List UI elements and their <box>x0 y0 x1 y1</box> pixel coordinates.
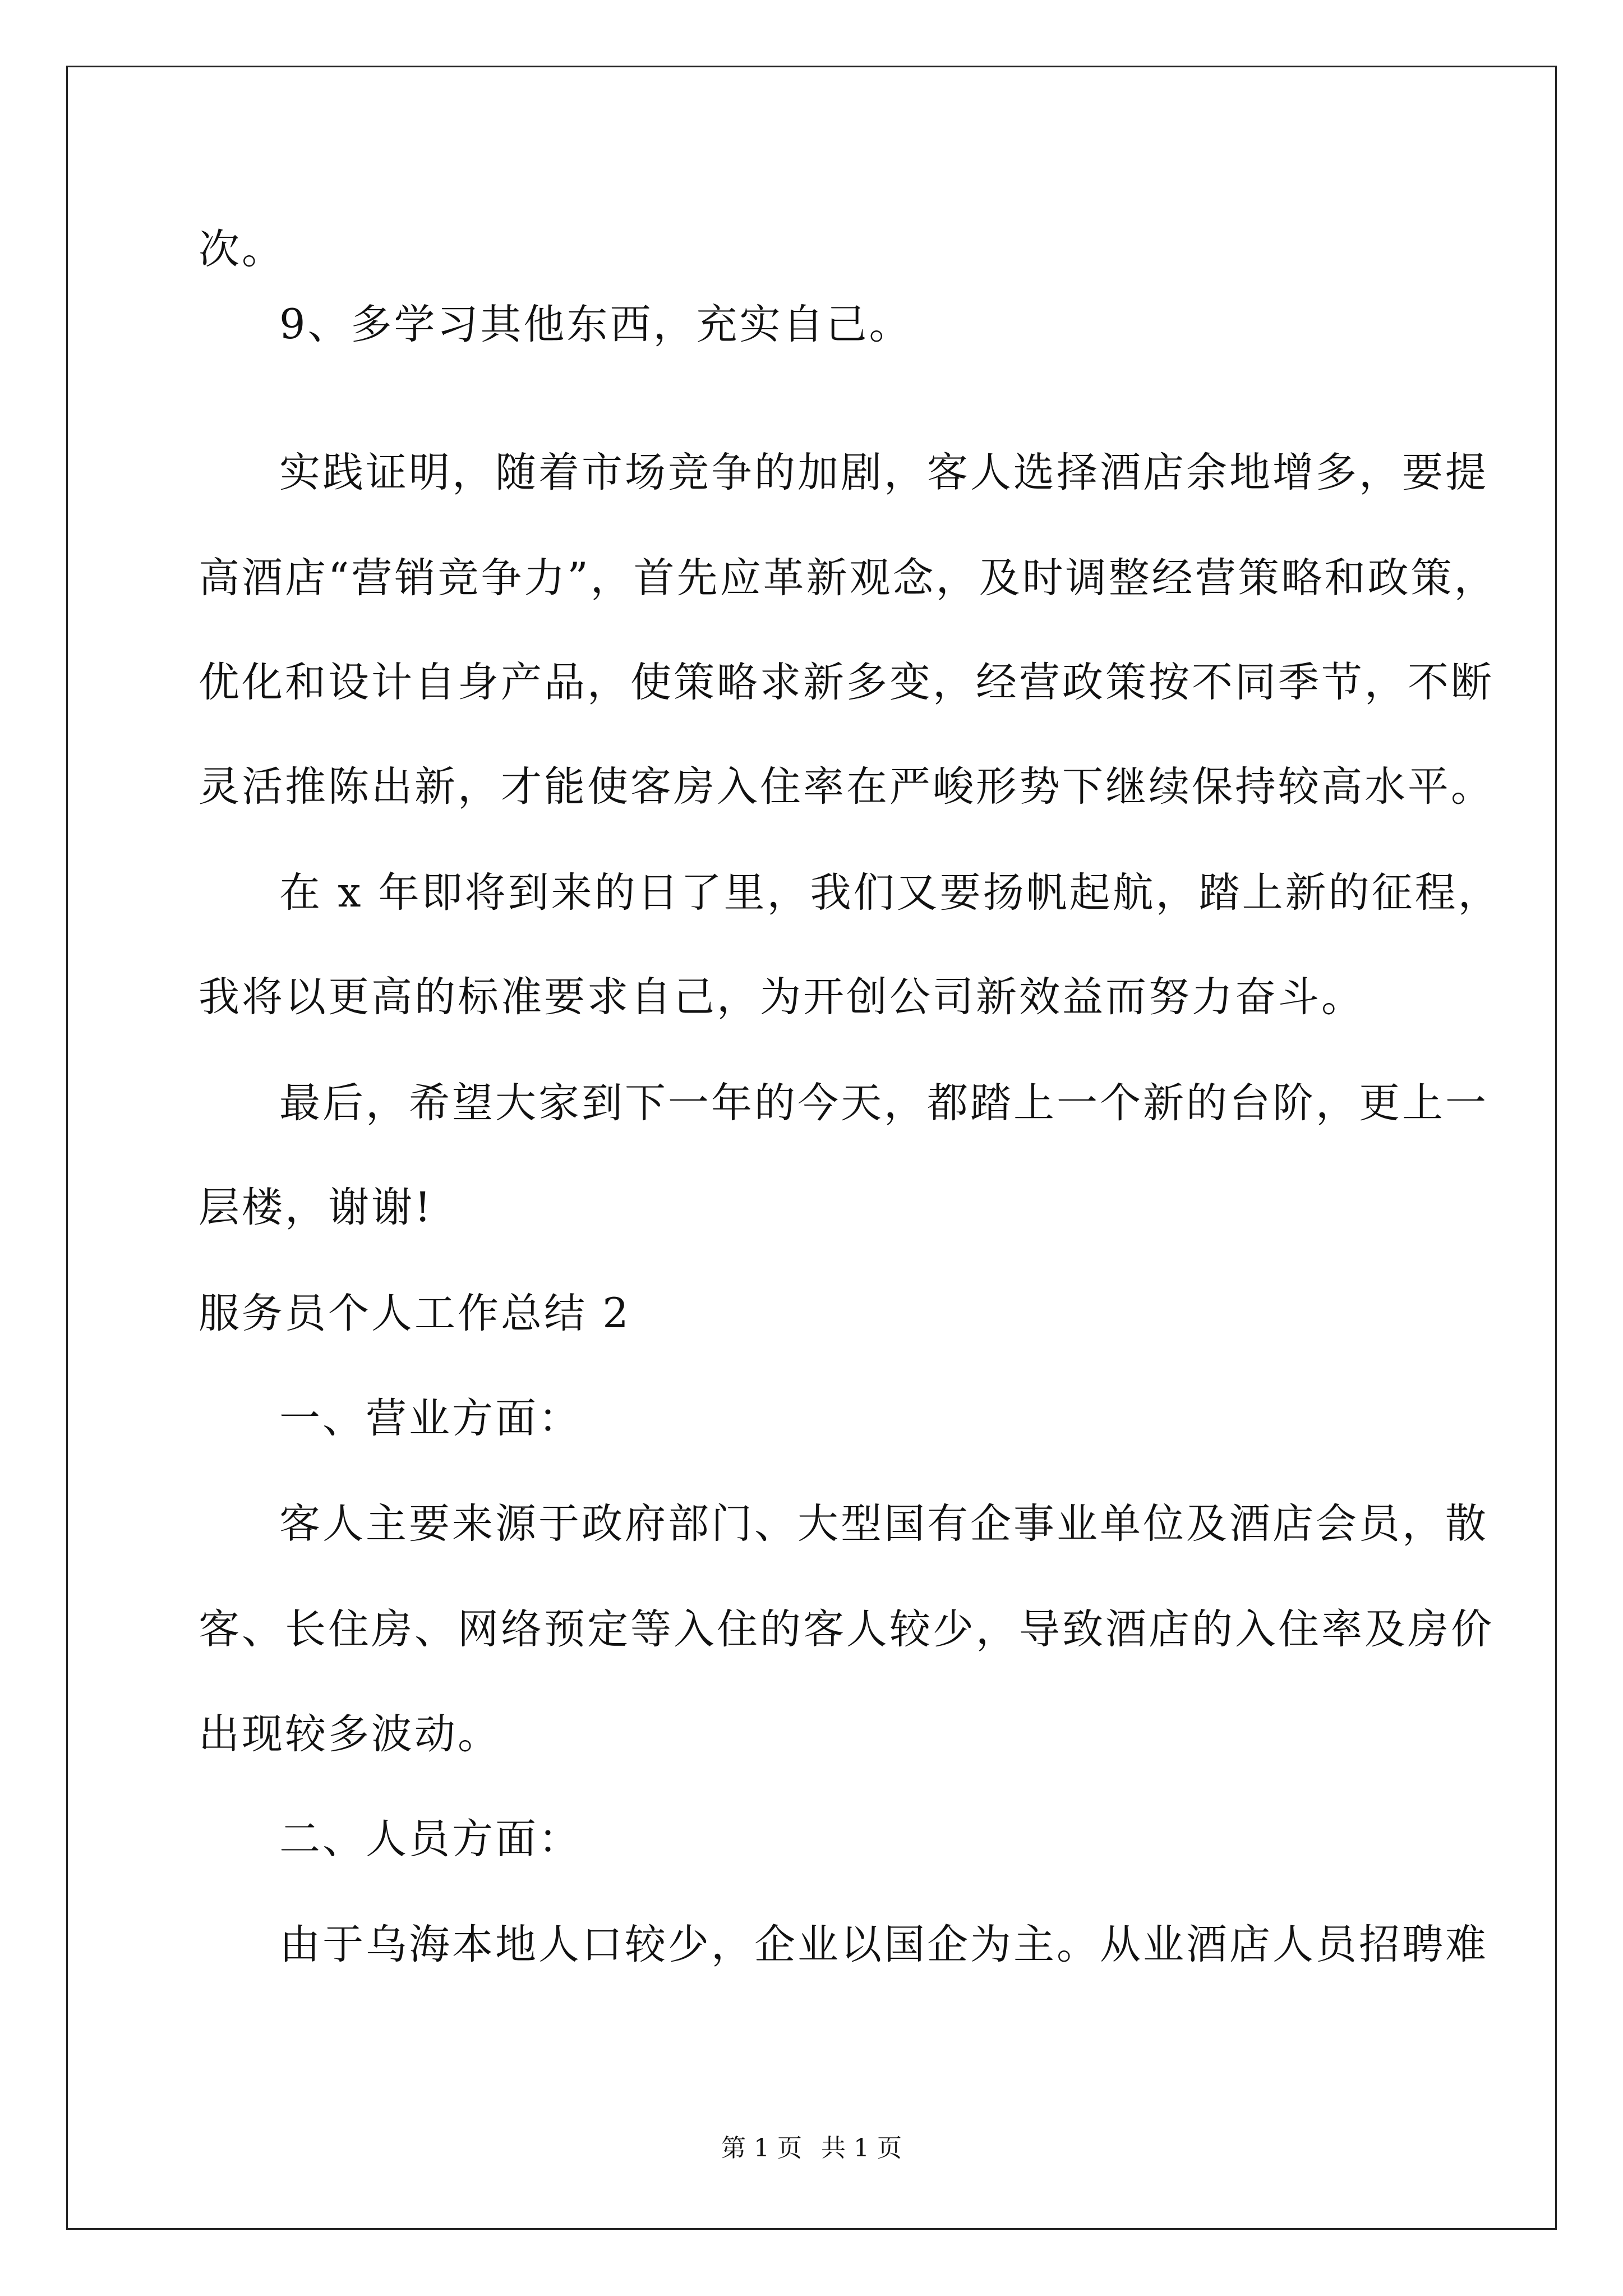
text-line: 实践证明，随着市场竞争的加剧，客人选择酒店余地增多，要提 <box>279 449 1488 496</box>
text-line: 高酒店“营销竞争力”，首先应革新观念，及时调整经营策略和政策， <box>199 554 1497 602</box>
text-line: 由于乌海本地人口较少，企业以国企为主。从业酒店人员招聘难 <box>279 1921 1488 1968</box>
text-line: 我将以更高的标准要求自己，为开创公司新效益而努力奋斗。 <box>199 973 1364 1021</box>
text-line: 层楼，谢谢! <box>199 1184 434 1231</box>
text-line: 在 x 年即将到来的日了里，我们又要扬帆起航，踏上新的征程， <box>279 869 1501 917</box>
text-line: 客、长住房、网络预定等入住的客人较少，导致酒店的入住率及房价 <box>199 1605 1494 1653</box>
page-footer <box>0 2136 1623 2161</box>
section-title: 服务员个人工作总结 2 <box>199 1290 631 1337</box>
text-line: 灵活推陈出新，才能使客房入住率在严峻形势下继续保持较高水平。 <box>199 763 1494 811</box>
text-line: 出现较多波动。 <box>199 1710 501 1758</box>
subheading: 一、营业方面： <box>279 1395 582 1442</box>
subheading: 二、人员方面： <box>279 1815 582 1863</box>
page-border <box>66 66 1557 2230</box>
text-line: 优化和设计自身产品，使策略求新多变，经营政策按不同季节，不断 <box>199 659 1494 706</box>
page-number: 第 1 页 <box>721 2134 802 2162</box>
text-line: 客人主要来源于政府部门、大型国有企事业单位及酒店会员，散 <box>279 1500 1488 1548</box>
page-total: 共 1 页 <box>821 2134 902 2162</box>
text-line: 9、多学习其他东西，充实自己。 <box>279 301 912 348</box>
text-line: 最后，希望大家到下一年的今天，都踏上一个新的台阶，更上一 <box>279 1079 1488 1127</box>
text-line: 次。 <box>199 226 285 273</box>
